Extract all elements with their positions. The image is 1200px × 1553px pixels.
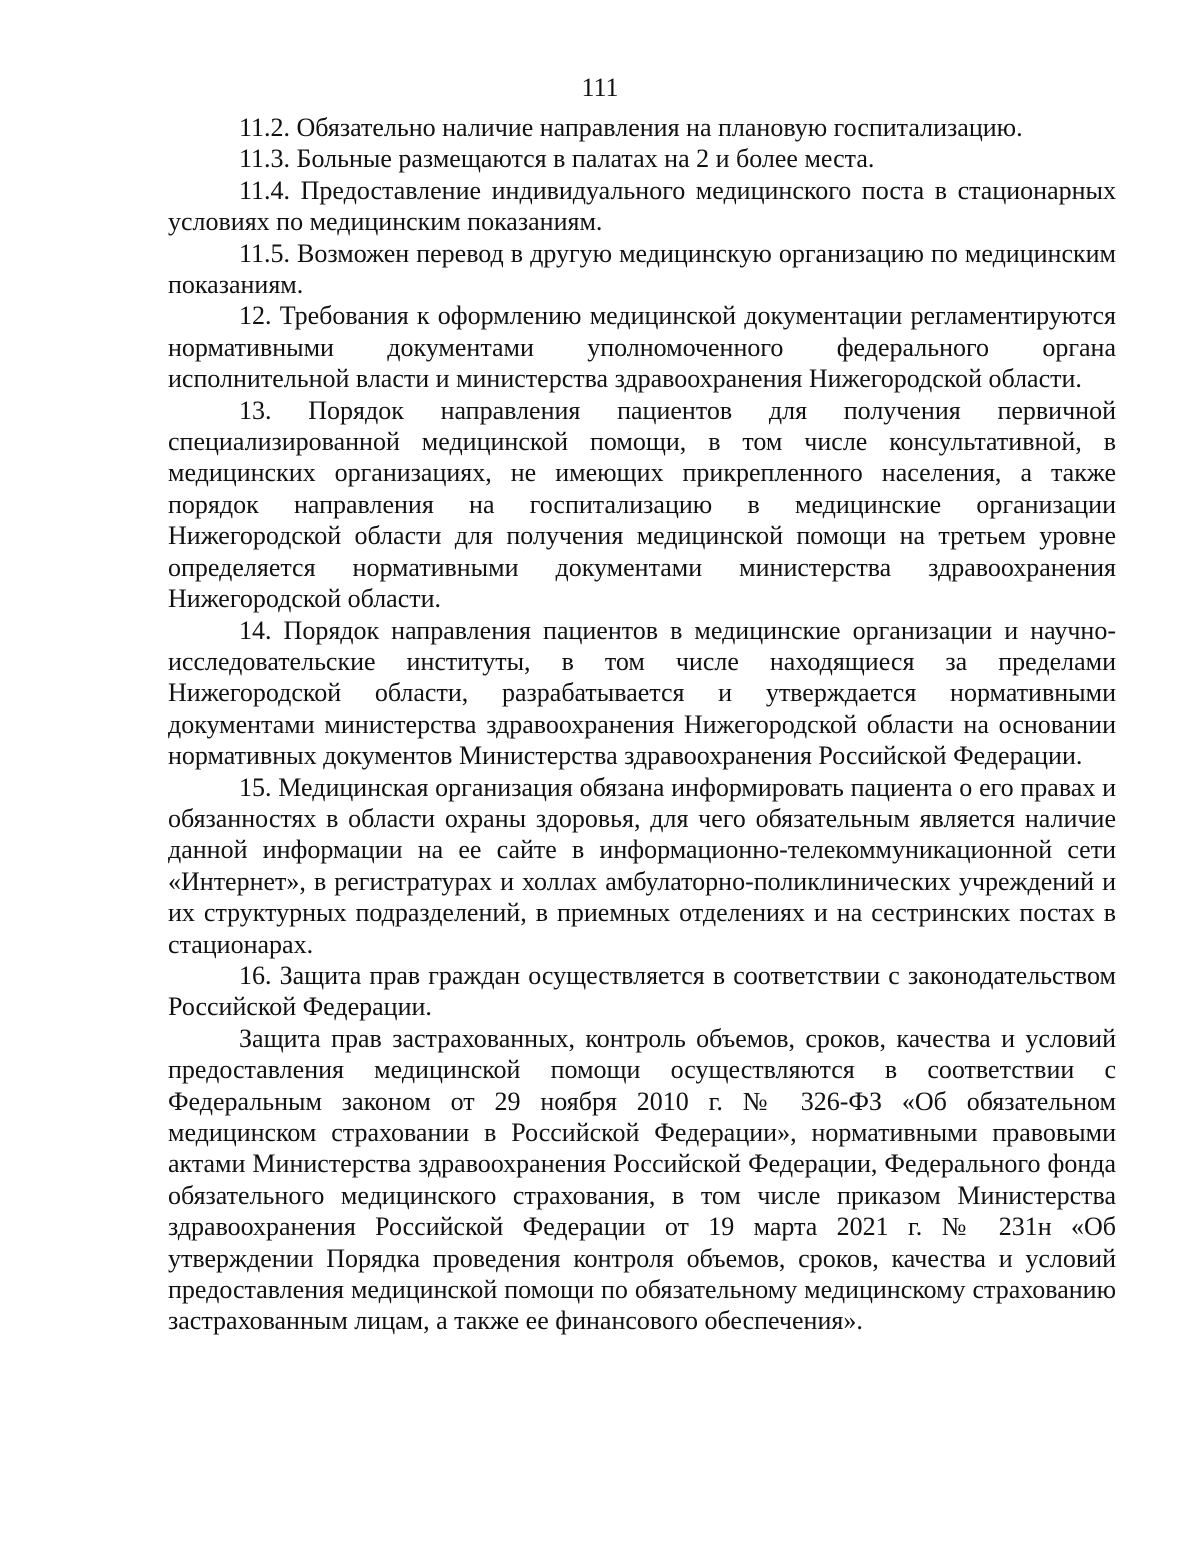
paragraph-13: 13. Порядок направления пациентов для получения первичной специализированной медицинской помощи, в том числе консультативной, в медицинских организациях, не имеющих прикрепленного населения, а также порядок направления на госпитализацию в медицинские организации Нижегородской области для получения медицинской помощи на третьем уровне определяется нормативными документами министерства здравоохранения Нижегородской области.	[168, 395, 1116, 614]
page-number: 111	[581, 73, 619, 102]
paragraph-15: 15. Медицинская организация обязана информировать пациента о его правах и обязанностях в области охраны здоровья, для чего обязательным является наличие данной информации на ее сайте в информационно-телекоммуникационной сети «Интернет», в регистратурах и холлах амбулаторно-поликлинических учреждений и их структурных подразделений, в приемных отделениях и на сестринских постах в стационарах.	[168, 772, 1116, 959]
paragraph-11-3: 11.3. Больные размещаются в палатах на 2 и более места.	[239, 144, 875, 174]
paragraph-14: 14. Порядок направления пациентов в медицинские организации и научно-исследовательские институты, в том числе находящиеся за пределами Нижегородской области, разрабатывается и утверждается нормативными документами министерства здравоохранения Нижегородской области на основании нормативных документов Министерства здравоохранения Российской Федерации.	[168, 615, 1116, 771]
paragraph-16: 16. Защита прав граждан осуществляется в соответствии с законодательством Российской Федерации.	[168, 960, 1116, 1022]
document-body	[168, 112, 1116, 1337]
paragraph-11-5: 11.5. Возможен перевод в другую медицинскую организацию по медицинским показаниям.	[168, 238, 1116, 300]
paragraph-11-2: 11.2. Обязательно наличие направления на плановую госпитализацию.	[239, 113, 1023, 142]
paragraph-insured-rights: Защита прав застрахованных, контроль объемов, сроков, качества и условий предоставления медицинской помощи осуществляются в соответствии с Федеральным законом от 29 ноября 2010 г. № 326-ФЗ «Об обязательном медицинском страховании в Российской Федерации», нормативными правовыми актами Министерства здравоохранения Российской Федерации, Федерального фонда обязательного медицинского страхования, в том числе приказом Министерства здравоохранения Российской Федерации от 19 марта 2021 г. № 231н «Об утверждении Порядка проведения контроля объемов, сроков, качества и условий предоставления медицинской помощи по обязательному медицинскому страхованию застрахованным лицам, а также ее финансового обеспечения».	[168, 1023, 1116, 1336]
paragraph-12: 12. Требования к оформлению медицинской документации регламентируются нормативными документами уполномоченного федерального органа исполнительной власти и министерства здравоохранения Нижегородской области.	[168, 301, 1116, 394]
paragraph-11-4: 11.4. Предоставление индивидуального медицинского поста в стационарных условиях по медицинским показаниям.	[168, 175, 1116, 237]
